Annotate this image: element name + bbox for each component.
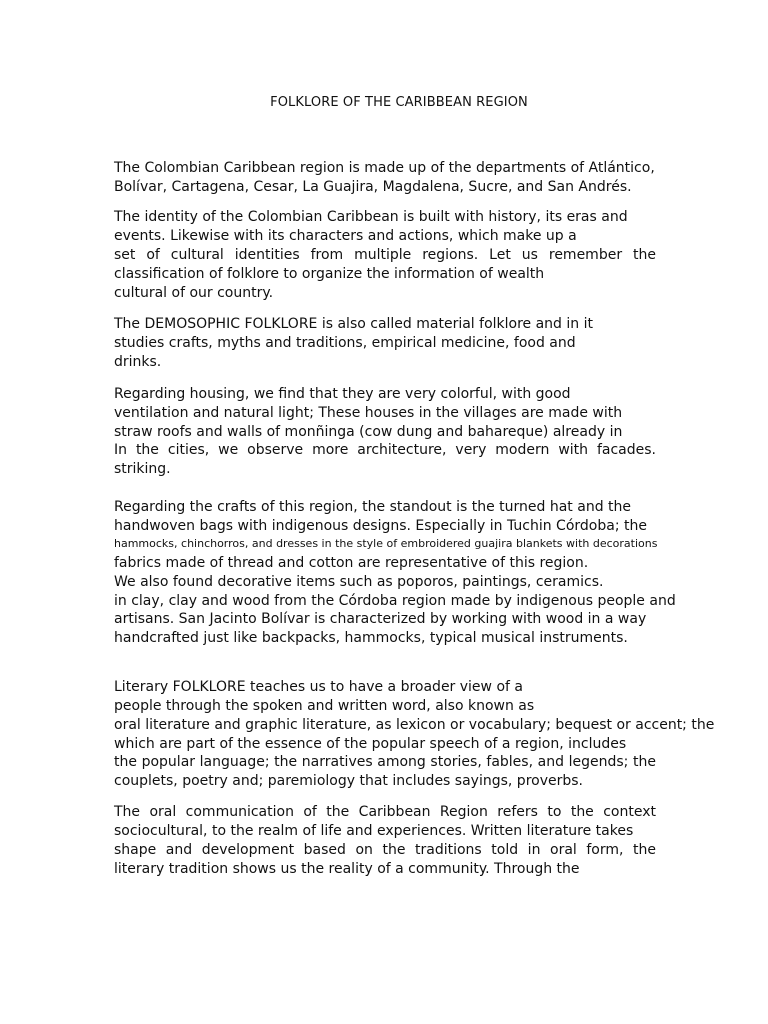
text-line: shape and development based on the traditions told in oral form, the [114,842,656,858]
text-line: couplets, poetry and; paremiology that includes sayings, proverbs. [114,773,583,789]
text-line: The Colombian Caribbean region is made up of the departments of Atlántico, [114,160,655,176]
text-line: artisans. San Jacinto Bolívar is characterized by working with wood in a way [114,611,647,627]
text-line: set of cultural identities from multiple regions. Let us remember the [114,247,656,263]
text-line: studies crafts, myths and traditions, empirical medicine, food and [114,335,576,351]
text-line: We also found decorative items such as poporos, paintings, ceramics. [114,574,604,590]
text-line: oral literature and graphic literature, as lexicon or vocabulary; bequest or accent; the [114,717,715,733]
text-line: which are part of the essence of the popular speech of a region, includes [114,736,627,752]
text-line: handwoven bags with indigenous designs. Especially in Tuchin Córdoba; the [114,518,647,534]
text-line: events. Likewise with its characters and actions, which make up a [114,228,577,244]
text-line: striking. [114,461,171,477]
text-line: In the cities, we observe more architecture, very modern with facades. [114,442,656,458]
text-line: sociocultural, to the realm of life and experiences. Written literature takes [114,823,634,839]
text-line: people through the spoken and written word, also known as [114,698,535,714]
text-line: fabrics made of thread and cotton are representative of this region. [114,555,589,571]
text-line: The DEMOSOPHIC FOLKLORE is also called material folklore and in it [114,316,593,332]
text-line: hammocks, chinchorros, and dresses in the style of embroidered guajira blankets with decorations [114,537,658,550]
text-line: The identity of the Colombian Caribbean is built with history, its eras and [114,209,628,225]
document-title: FOLKLORE OF THE CARIBBEAN REGION [270,95,528,110]
text-line: in clay, clay and wood from the Córdoba region made by indigenous people and [114,593,676,609]
text-line: Regarding the crafts of this region, the standout is the turned hat and the [114,499,632,515]
text-line: The oral communication of the Caribbean Region refers to the context [114,804,656,820]
text-line: classification of folklore to organize the information of wealth [114,266,545,282]
text-line: the popular language; the narratives among stories, fables, and legends; the [114,754,656,770]
text-line: Regarding housing, we find that they are very colorful, with good [114,386,571,402]
text-line: Literary FOLKLORE teaches us to have a broader view of a [114,679,523,695]
text-line: ventilation and natural light; These houses in the villages are made with [114,405,623,421]
text-line: handcrafted just like backpacks, hammocks, typical musical instruments. [114,630,628,646]
text-line: literary tradition shows us the reality of a community. Through the [114,861,580,877]
text-line: Bolívar, Cartagena, Cesar, La Guajira, Magdalena, Sucre, and San Andrés. [114,179,632,195]
text-line: cultural of our country. [114,285,274,301]
text-line: drinks. [114,354,162,370]
text-line: straw roofs and walls of monñinga (cow dung and bahareque) already in [114,424,623,440]
